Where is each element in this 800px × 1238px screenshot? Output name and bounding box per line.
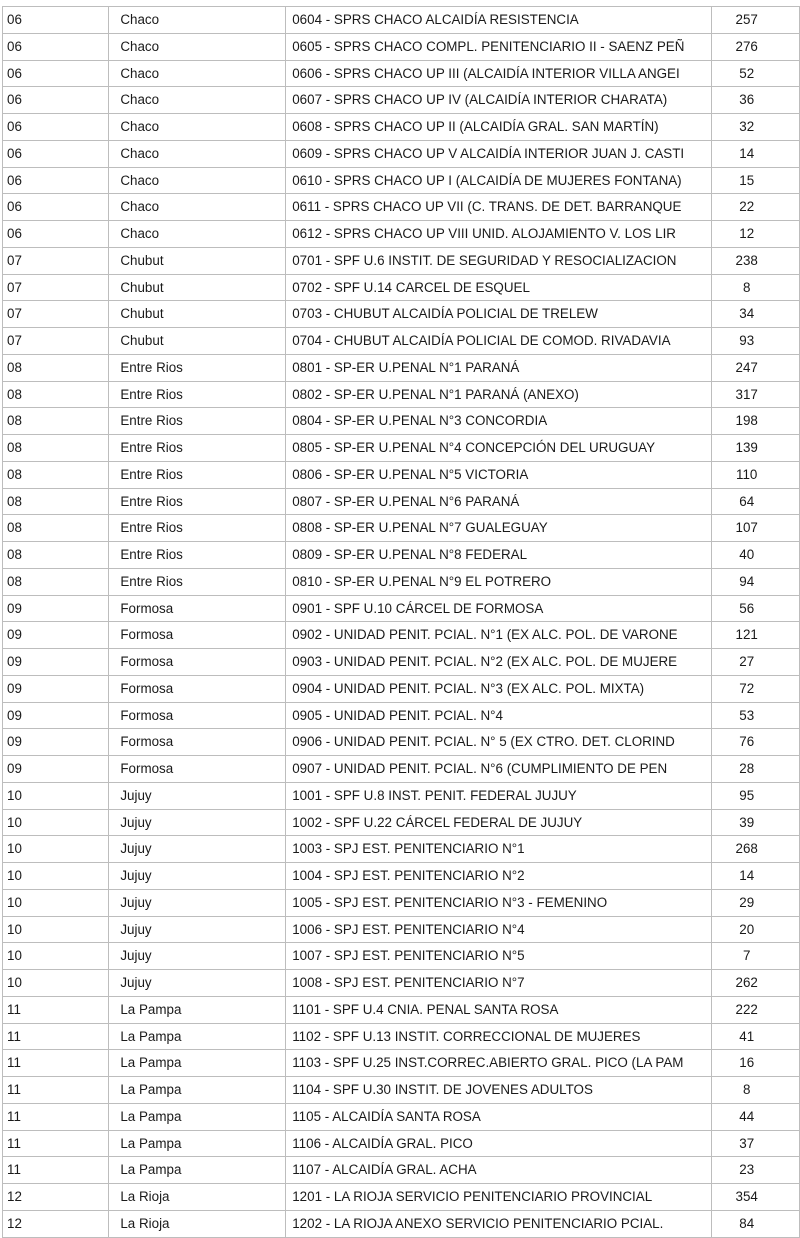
province-cell: Chubut: [109, 274, 286, 301]
province-cell: Entre Rios: [109, 461, 286, 488]
table-row: [3, 328, 800, 355]
total-cell: 247: [712, 354, 800, 381]
province-code-cell: 08: [3, 408, 109, 435]
unit-name-cell: 1105 - ALCAIDÍA SANTA ROSA: [286, 1103, 712, 1130]
province-cell: La Pampa: [109, 1050, 286, 1077]
total-cell: 121: [712, 622, 800, 649]
unit-name-cell: 1102 - SPF U.13 INSTIT. CORRECCIONAL DE MUJERES: [286, 1023, 712, 1050]
unit-name-cell: 0604 - SPRS CHACO ALCAIDÍA RESISTENCIA: [286, 7, 712, 34]
unit-name-cell: 0801 - SP-ER U.PENAL N°1 PARANÁ: [286, 354, 712, 381]
province-cell: Entre Rios: [109, 408, 286, 435]
total-cell: 20: [712, 916, 800, 943]
unit-name-cell: 0611 - SPRS CHACO UP VII (C. TRANS. DE DET. BARRANQUE: [286, 194, 712, 221]
total-cell: 268: [712, 836, 800, 863]
total-cell: 276: [712, 33, 800, 60]
province-cell: Formosa: [109, 675, 286, 702]
unit-name-cell: 0608 - SPRS CHACO UP II (ALCAIDÍA GRAL. SAN MARTÍN): [286, 114, 712, 141]
table-row: [3, 87, 800, 114]
province-cell: Formosa: [109, 729, 286, 756]
table-row: [3, 996, 800, 1023]
table-row: [3, 809, 800, 836]
table-row: [3, 836, 800, 863]
province-code-cell: 11: [3, 1023, 109, 1050]
total-cell: 28: [712, 756, 800, 783]
province-cell: Jujuy: [109, 889, 286, 916]
province-code-cell: 08: [3, 515, 109, 542]
table-row: [3, 1130, 800, 1157]
unit-name-cell: 1001 - SPF U.8 INST. PENIT. FEDERAL JUJUY: [286, 782, 712, 809]
table-row: [3, 622, 800, 649]
total-cell: 95: [712, 782, 800, 809]
total-cell: 84: [712, 1210, 800, 1237]
province-code-cell: 09: [3, 675, 109, 702]
province-cell: Chaco: [109, 194, 286, 221]
province-cell: Entre Rios: [109, 542, 286, 569]
table-row: [3, 943, 800, 970]
total-cell: 72: [712, 675, 800, 702]
unit-name-cell: 1103 - SPF U.25 INST.CORREC.ABIERTO GRAL. PICO (LA PAM: [286, 1050, 712, 1077]
province-cell: La Pampa: [109, 996, 286, 1023]
table-row: [3, 194, 800, 221]
province-code-cell: 10: [3, 782, 109, 809]
province-cell: Entre Rios: [109, 568, 286, 595]
province-code-cell: 06: [3, 60, 109, 87]
province-cell: Chubut: [109, 328, 286, 355]
total-cell: 29: [712, 889, 800, 916]
unit-name-cell: 1008 - SPJ EST. PENITENCIARIO N°7: [286, 970, 712, 997]
detention-units-table: [2, 6, 800, 1238]
province-cell: Entre Rios: [109, 515, 286, 542]
province-code-cell: 09: [3, 595, 109, 622]
unit-name-cell: 0902 - UNIDAD PENIT. PCIAL. N°1 (EX ALC. POL. DE VARONE: [286, 622, 712, 649]
unit-name-cell: 0702 - SPF U.14 CARCEL DE ESQUEL: [286, 274, 712, 301]
unit-name-cell: 0810 - SP-ER U.PENAL N°9 EL POTRERO: [286, 568, 712, 595]
total-cell: 8: [712, 1077, 800, 1104]
province-cell: Formosa: [109, 756, 286, 783]
province-code-cell: 08: [3, 381, 109, 408]
province-cell: Jujuy: [109, 970, 286, 997]
table-row: [3, 1184, 800, 1211]
table-row: [3, 782, 800, 809]
table-body: [3, 7, 800, 1238]
province-cell: Jujuy: [109, 782, 286, 809]
total-cell: 14: [712, 140, 800, 167]
province-code-cell: 09: [3, 702, 109, 729]
province-code-cell: 06: [3, 194, 109, 221]
total-cell: 40: [712, 542, 800, 569]
table-row: [3, 542, 800, 569]
table-row: [3, 515, 800, 542]
total-cell: 22: [712, 194, 800, 221]
total-cell: 14: [712, 863, 800, 890]
table-row: [3, 1023, 800, 1050]
province-code-cell: 10: [3, 916, 109, 943]
table-row: [3, 7, 800, 34]
table-row: [3, 60, 800, 87]
total-cell: 15: [712, 167, 800, 194]
province-cell: La Pampa: [109, 1157, 286, 1184]
province-cell: La Rioja: [109, 1184, 286, 1211]
province-code-cell: 07: [3, 328, 109, 355]
province-code-cell: 09: [3, 649, 109, 676]
total-cell: 56: [712, 595, 800, 622]
unit-name-cell: 0809 - SP-ER U.PENAL N°8 FEDERAL: [286, 542, 712, 569]
table-row: [3, 1050, 800, 1077]
table-row: [3, 381, 800, 408]
province-code-cell: 06: [3, 114, 109, 141]
province-code-cell: 10: [3, 809, 109, 836]
unit-name-cell: 0609 - SPRS CHACO UP V ALCAIDÍA INTERIOR JUAN J. CASTI: [286, 140, 712, 167]
total-cell: 222: [712, 996, 800, 1023]
table-row: [3, 863, 800, 890]
unit-name-cell: 1201 - LA RIOJA SERVICIO PENITENCIARIO PROVINCIAL: [286, 1184, 712, 1211]
total-cell: 36: [712, 87, 800, 114]
province-cell: Chaco: [109, 221, 286, 248]
table-row: [3, 649, 800, 676]
province-cell: La Pampa: [109, 1077, 286, 1104]
unit-name-cell: 0807 - SP-ER U.PENAL N°6 PARANÁ: [286, 488, 712, 515]
table-row: [3, 247, 800, 274]
unit-name-cell: 0612 - SPRS CHACO UP VIII UNID. ALOJAMIENTO V. LOS LIR: [286, 221, 712, 248]
province-code-cell: 10: [3, 863, 109, 890]
table-row: [3, 435, 800, 462]
province-code-cell: 09: [3, 729, 109, 756]
total-cell: 12: [712, 221, 800, 248]
unit-name-cell: 1003 - SPJ EST. PENITENCIARIO N°1: [286, 836, 712, 863]
province-code-cell: 11: [3, 1103, 109, 1130]
total-cell: 110: [712, 461, 800, 488]
unit-name-cell: 0704 - CHUBUT ALCAIDÍA POLICIAL DE COMOD. RIVADAVIA: [286, 328, 712, 355]
province-code-cell: 06: [3, 221, 109, 248]
province-cell: Jujuy: [109, 836, 286, 863]
total-cell: 53: [712, 702, 800, 729]
total-cell: 52: [712, 60, 800, 87]
unit-name-cell: 0903 - UNIDAD PENIT. PCIAL. N°2 (EX ALC. POL. DE MUJERE: [286, 649, 712, 676]
unit-name-cell: 1007 - SPJ EST. PENITENCIARIO N°5: [286, 943, 712, 970]
table-row: [3, 488, 800, 515]
province-code-cell: 11: [3, 1077, 109, 1104]
table-row: [3, 221, 800, 248]
table-row: [3, 889, 800, 916]
table-row: [3, 1077, 800, 1104]
province-code-cell: 10: [3, 889, 109, 916]
unit-name-cell: 0904 - UNIDAD PENIT. PCIAL. N°3 (EX ALC. POL. MIXTA): [286, 675, 712, 702]
total-cell: 23: [712, 1157, 800, 1184]
province-cell: Formosa: [109, 622, 286, 649]
province-cell: Chaco: [109, 140, 286, 167]
province-code-cell: 08: [3, 435, 109, 462]
province-code-cell: 10: [3, 943, 109, 970]
total-cell: 64: [712, 488, 800, 515]
unit-name-cell: 1106 - ALCAIDÍA GRAL. PICO: [286, 1130, 712, 1157]
province-cell: Chaco: [109, 7, 286, 34]
province-cell: Chubut: [109, 247, 286, 274]
province-cell: Entre Rios: [109, 381, 286, 408]
unit-name-cell: 1101 - SPF U.4 CNIA. PENAL SANTA ROSA: [286, 996, 712, 1023]
province-code-cell: 11: [3, 1050, 109, 1077]
total-cell: 41: [712, 1023, 800, 1050]
unit-name-cell: 1202 - LA RIOJA ANEXO SERVICIO PENITENCIARIO PCIAL.: [286, 1210, 712, 1237]
unit-name-cell: 0805 - SP-ER U.PENAL N°4 CONCEPCIÓN DEL URUGUAY: [286, 435, 712, 462]
province-cell: Jujuy: [109, 943, 286, 970]
province-code-cell: 07: [3, 247, 109, 274]
total-cell: 238: [712, 247, 800, 274]
province-cell: Chubut: [109, 301, 286, 328]
table-row: [3, 568, 800, 595]
table-row: [3, 167, 800, 194]
table-row: [3, 970, 800, 997]
table-row: [3, 729, 800, 756]
unit-name-cell: 0905 - UNIDAD PENIT. PCIAL. N°4: [286, 702, 712, 729]
total-cell: 94: [712, 568, 800, 595]
table-row: [3, 354, 800, 381]
total-cell: 27: [712, 649, 800, 676]
unit-name-cell: 0907 - UNIDAD PENIT. PCIAL. N°6 (CUMPLIMIENTO DE PEN: [286, 756, 712, 783]
province-cell: Chaco: [109, 60, 286, 87]
table-row: [3, 756, 800, 783]
total-cell: 198: [712, 408, 800, 435]
total-cell: 317: [712, 381, 800, 408]
total-cell: 257: [712, 7, 800, 34]
table-row: [3, 675, 800, 702]
province-code-cell: 08: [3, 542, 109, 569]
province-cell: Chaco: [109, 33, 286, 60]
unit-name-cell: 0605 - SPRS CHACO COMPL. PENITENCIARIO II - SAENZ PEÑ: [286, 33, 712, 60]
unit-name-cell: 0808 - SP-ER U.PENAL N°7 GUALEGUAY: [286, 515, 712, 542]
province-code-cell: 10: [3, 970, 109, 997]
total-cell: 39: [712, 809, 800, 836]
table-row: [3, 461, 800, 488]
unit-name-cell: 1002 - SPF U.22 CÁRCEL FEDERAL DE JUJUY: [286, 809, 712, 836]
province-code-cell: 07: [3, 274, 109, 301]
province-code-cell: 06: [3, 140, 109, 167]
unit-name-cell: 1004 - SPJ EST. PENITENCIARIO N°2: [286, 863, 712, 890]
province-code-cell: 09: [3, 622, 109, 649]
province-cell: Entre Rios: [109, 354, 286, 381]
province-code-cell: 06: [3, 7, 109, 34]
province-cell: Formosa: [109, 702, 286, 729]
table-row: [3, 274, 800, 301]
province-cell: Jujuy: [109, 916, 286, 943]
table-row: [3, 595, 800, 622]
province-code-cell: 11: [3, 1130, 109, 1157]
unit-name-cell: 0906 - UNIDAD PENIT. PCIAL. N° 5 (EX CTRO. DET. CLORIND: [286, 729, 712, 756]
table-row: [3, 1210, 800, 1237]
total-cell: 262: [712, 970, 800, 997]
table-row: [3, 702, 800, 729]
total-cell: 8: [712, 274, 800, 301]
unit-name-cell: 0703 - CHUBUT ALCAIDÍA POLICIAL DE TRELEW: [286, 301, 712, 328]
province-cell: Chaco: [109, 87, 286, 114]
table-row: [3, 1103, 800, 1130]
unit-name-cell: 0606 - SPRS CHACO UP III (ALCAIDÍA INTERIOR VILLA ANGEI: [286, 60, 712, 87]
total-cell: 37: [712, 1130, 800, 1157]
province-cell: La Pampa: [109, 1103, 286, 1130]
unit-name-cell: 0901 - SPF U.10 CÁRCEL DE FORMOSA: [286, 595, 712, 622]
province-code-cell: 06: [3, 167, 109, 194]
total-cell: 107: [712, 515, 800, 542]
province-cell: Jujuy: [109, 863, 286, 890]
table-row: [3, 1157, 800, 1184]
unit-name-cell: 0610 - SPRS CHACO UP I (ALCAIDÍA DE MUJERES FONTANA): [286, 167, 712, 194]
province-code-cell: 06: [3, 87, 109, 114]
province-code-cell: 10: [3, 836, 109, 863]
table-row: [3, 408, 800, 435]
province-code-cell: 11: [3, 1157, 109, 1184]
total-cell: 34: [712, 301, 800, 328]
table-row: [3, 140, 800, 167]
unit-name-cell: 0806 - SP-ER U.PENAL N°5 VICTORIA: [286, 461, 712, 488]
unit-name-cell: 0804 - SP-ER U.PENAL N°3 CONCORDIA: [286, 408, 712, 435]
province-code-cell: 08: [3, 568, 109, 595]
province-cell: Entre Rios: [109, 435, 286, 462]
table-row: [3, 114, 800, 141]
unit-name-cell: 1006 - SPJ EST. PENITENCIARIO N°4: [286, 916, 712, 943]
total-cell: 93: [712, 328, 800, 355]
province-cell: La Pampa: [109, 1023, 286, 1050]
province-code-cell: 08: [3, 461, 109, 488]
province-code-cell: 08: [3, 488, 109, 515]
province-code-cell: 12: [3, 1184, 109, 1211]
province-cell: Chaco: [109, 167, 286, 194]
province-cell: Formosa: [109, 595, 286, 622]
unit-name-cell: 0607 - SPRS CHACO UP IV (ALCAIDÍA INTERIOR CHARATA): [286, 87, 712, 114]
total-cell: 7: [712, 943, 800, 970]
total-cell: 354: [712, 1184, 800, 1211]
province-cell: La Rioja: [109, 1210, 286, 1237]
unit-name-cell: 1005 - SPJ EST. PENITENCIARIO N°3 - FEMENINO: [286, 889, 712, 916]
total-cell: 16: [712, 1050, 800, 1077]
total-cell: 76: [712, 729, 800, 756]
table-row: [3, 33, 800, 60]
province-code-cell: 11: [3, 996, 109, 1023]
province-cell: Chaco: [109, 114, 286, 141]
province-cell: Jujuy: [109, 809, 286, 836]
province-code-cell: 06: [3, 33, 109, 60]
total-cell: 32: [712, 114, 800, 141]
unit-name-cell: 1107 - ALCAIDÍA GRAL. ACHA: [286, 1157, 712, 1184]
province-cell: La Pampa: [109, 1130, 286, 1157]
unit-name-cell: 0802 - SP-ER U.PENAL N°1 PARANÁ (ANEXO): [286, 381, 712, 408]
province-code-cell: 07: [3, 301, 109, 328]
province-cell: Formosa: [109, 649, 286, 676]
table-row: [3, 916, 800, 943]
table-row: [3, 301, 800, 328]
unit-name-cell: 0701 - SPF U.6 INSTIT. DE SEGURIDAD Y RESOCIALIZACION: [286, 247, 712, 274]
unit-name-cell: 1104 - SPF U.30 INSTIT. DE JOVENES ADULTOS: [286, 1077, 712, 1104]
total-cell: 139: [712, 435, 800, 462]
total-cell: 44: [712, 1103, 800, 1130]
province-cell: Entre Rios: [109, 488, 286, 515]
province-code-cell: 09: [3, 756, 109, 783]
province-code-cell: 12: [3, 1210, 109, 1237]
province-code-cell: 08: [3, 354, 109, 381]
